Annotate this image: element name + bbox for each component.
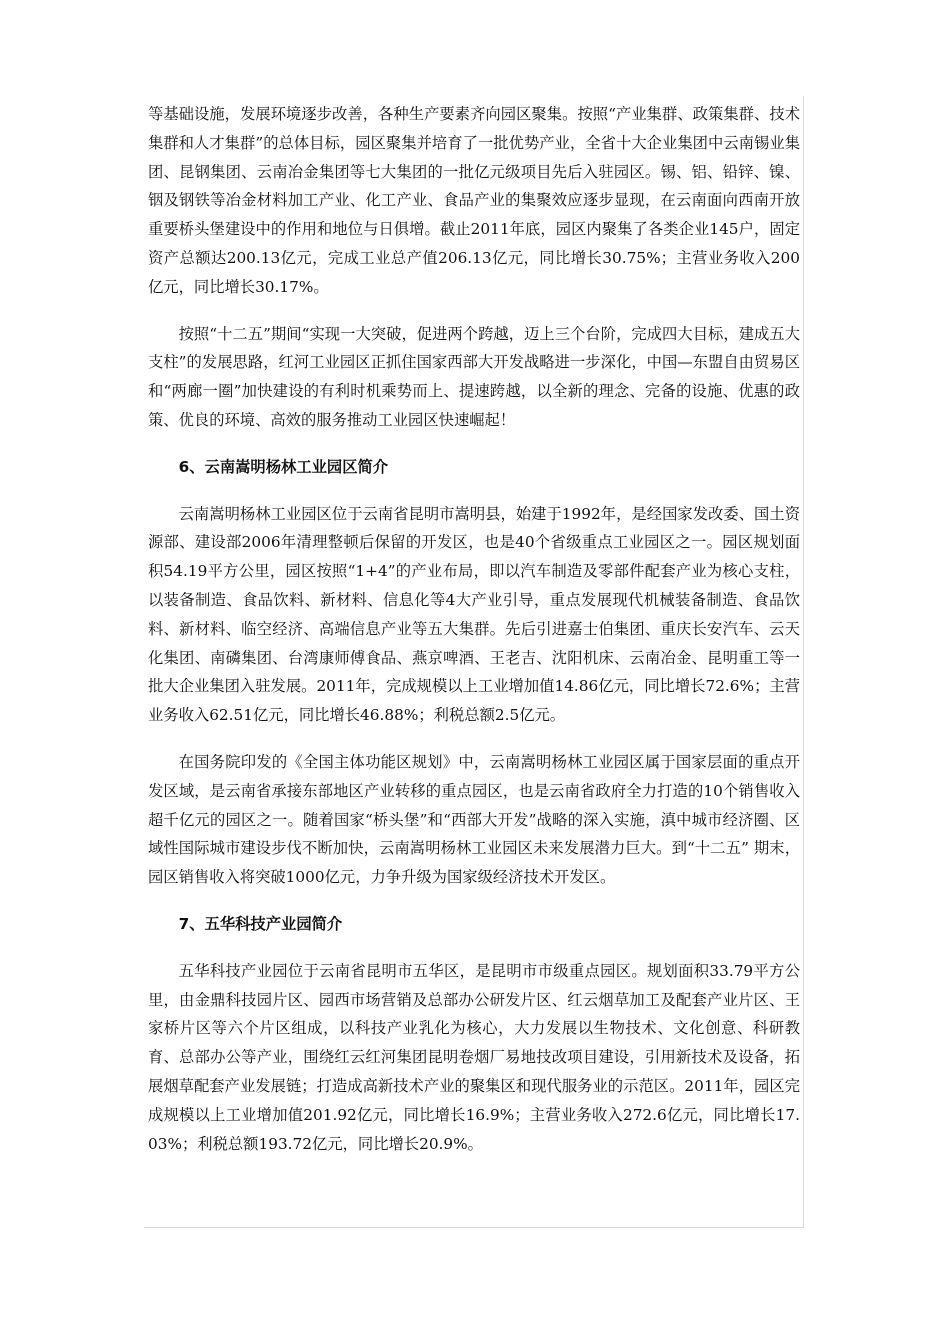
heading-yangling-park: 6、云南嵩明杨林工业园区简介 (178, 457, 389, 476)
paragraph-honghe-plan: 按照“十二五”期间“实现一大突破，促进两个跨越，迈上三个台阶，完成四大目标，建成五大支柱”的发展思路，红河工业园区正抓住国家西部大开发战略进一步深化，中国—东盟自由贸易区和“两廊一圈”加快建设的有利时机乘势而上、提速跨越，以全新的理念、完备的设施、优惠的政策、优良的环境、高效的服务推动工业园区快速崛起！ (148, 324, 800, 429)
document-body (148, 100, 800, 1176)
paragraph-wuhua-overview: 五华科技产业园位于云南省昆明市五华区，是昆明市市级重点园区。规划面积33.79平方公里，由金鼎科技园片区、园西市场营销及总部办公研发片区、红云烟草加工及配套产业片区、王家桥片区等六个片区组成，以科技产业乳化为核心，大力发展以生物技术、文化创意、科研教育、总部办公等产业，围绕红云红河集团昆明卷烟厂易地技改项目建设，引用新技术及设备，拓展烟草配套产业发展链；打造成高新技术产业的聚集区和现代服务业的示范区。2011年，园区完成规模以上工业增加值201.92亿元，同比增长16.9%；主营业务收入272.6亿元，同比增长17.03%；利税总额193.72亿元，同比增长20.9%。 (148, 961, 800, 1153)
paragraph-yangling-overview: 云南嵩明杨林工业园区位于云南省昆明市嵩明县，始建于1992年，是经国家发改委、国土资源部、建设部2006年清理整顿后保留的开发区，也是40个省级重点工业园区之一。园区规划面积54.19平方公里，园区按照“1+4”的产业布局，即以汽车制造及零部件配套产业为核心支柱，以装备制造、食品饮料、新材料、信息化等4大产业引导，重点发展现代机械装备制造、食品饮料、新材料、临空经济、高端信息产业等五大集群。先后引进嘉士伯集团、重庆长安汽车、云天化集团、南磷集团、台湾康师傅食品、燕京啤酒、王老吉、沈阳机床、云南冶金、昆明重工等一批大企业集团入驻发展。2011年，完成规模以上工业增加值14.86亿元，同比增长72.6%；主营业务收入62.51亿元，同比增长46.88%；利税总额2.5亿元。 (148, 504, 800, 725)
paragraph-honghe-overview: 等基础设施，发展环境逐步改善，各种生产要素齐向园区聚集。按照“产业集群、政策集群、技术集群和人才集群”的总体目标，园区聚集并培育了一批优势产业，全省十大企业集团中云南锡业集团、昆钢集团、云南冶金集团等七大集团的一批亿元级项目先后入驻园区。锡、铝、铅锌、镍、铟及钢铁等冶金材料加工产业、化工产业、食品产业的集聚效应逐步显现，在云南面向西南开放重要桥头堡建设中的作用和地位与日俱增。截止2011年底，园区内聚集了各类企业145户，固定资产总额达200.13亿元，完成工业总产值206.13亿元，同比增长30.75%；主营业务收入200亿元，同比增长30.17%。 (148, 105, 800, 296)
paragraph-yangling-outlook: 在国务院印发的《全国主体功能区规划》中，云南嵩明杨林工业园区属于国家层面的重点开发区域，是云南省承接东部地区产业转移的重点园区，也是云南省政府全力打造的10个销售收入超千亿元的园区之一。随着国家“桥头堡”和“西部大开发”战略的深入实施，滇中城市经济圈、区域性国际城市建设步伐不断加快，云南嵩明杨林工业园区未来发展潜力巨大。到“十二五” 期末，园区销售收入将突破1000亿元，力争升级为国家级经济技术开发区。 (148, 752, 800, 887)
heading-wuhua-park: 7、五华科技产业园简介 (178, 914, 343, 933)
